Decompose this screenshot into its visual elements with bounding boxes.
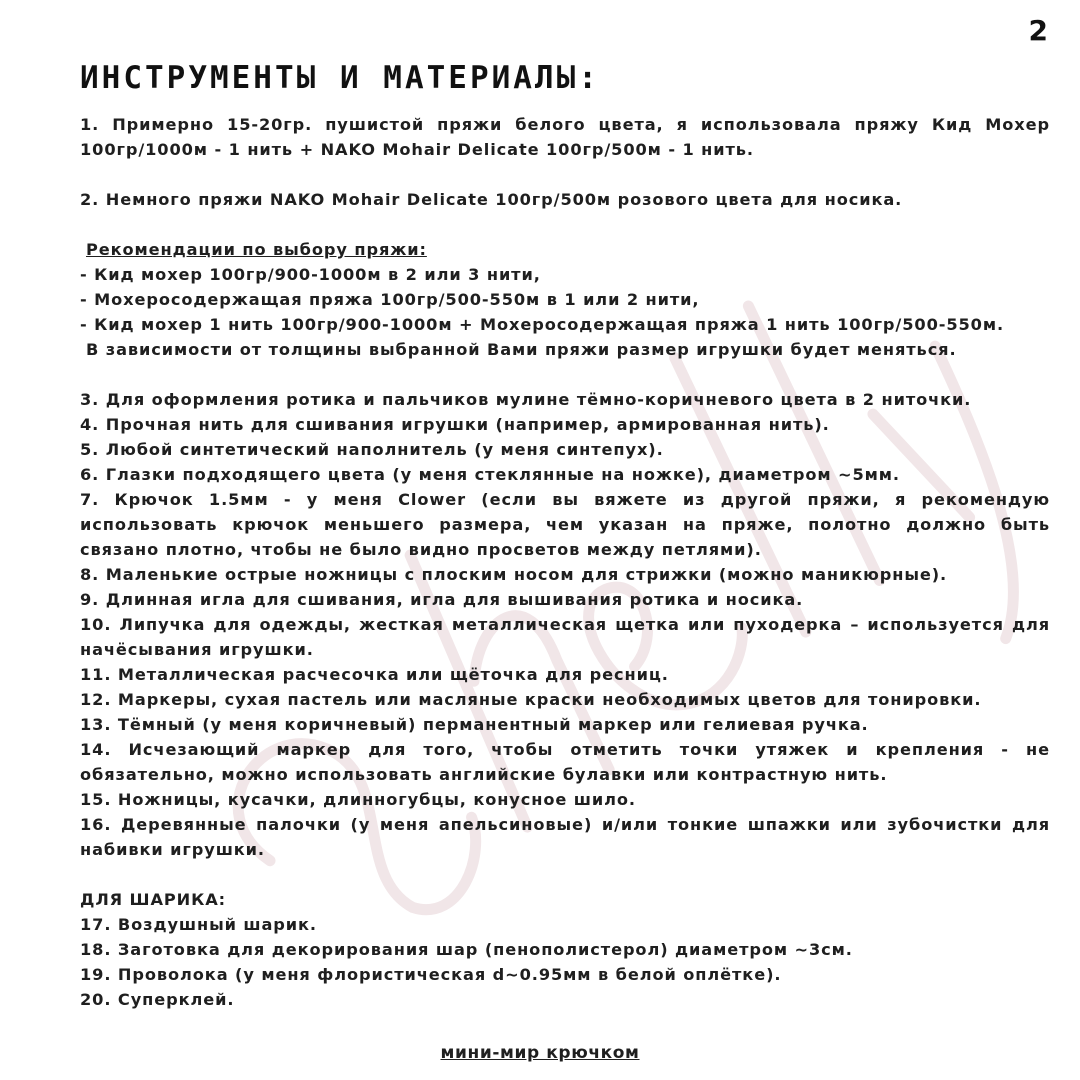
list-item-1: 1. Примерно 15-20гр. пушистой пряжи белого цвета, я использовала пряжу Кид Мохер 100гр/1000м - 1 нить + NAKO Mohair Delicate 100гр/500м - 1 нить. — [80, 115, 1050, 159]
list-item-20: 20. Суперклей. — [80, 990, 235, 1009]
balloon-section-heading: ДЛЯ ШАРИКА: — [80, 890, 227, 909]
list-item-4: 4. Прочная нить для сшивания игрушки (например, армированная нить). — [80, 415, 830, 434]
list-item-9: 9. Длинная игла для сшивания, игла для вышивания ротика и носика. — [80, 590, 804, 609]
list-item-10: 10. Липучка для одежды, жесткая металлическая щетка или пуходерка – используется для начёсывания игрушки. — [80, 615, 1050, 659]
list-item-6: 6. Глазки подходящего цвета (у меня стеклянные на ножке), диаметром ~5мм. — [80, 465, 900, 484]
list-item-12: 12. Маркеры, сухая пастель или масляные краски необходимых цветов для тонировки. — [80, 690, 982, 709]
list-item-11: 11. Металлическая расчесочка или щёточка для ресниц. — [80, 665, 669, 684]
page-title: ИНСТРУМЕНТЫ И МАТЕРИАЛЫ: — [80, 60, 600, 96]
materials-list — [80, 112, 1050, 1012]
page-number: 2 — [1028, 14, 1048, 47]
list-item-19: 19. Проволока (у меня флористическая d~0.95мм в белой оплётке). — [80, 965, 782, 984]
recommendation-item-3: - Кид мохер 1 нить 100гр/900-1000м + Мохеросодержащая пряжа 1 нить 100гр/500-550м. — [80, 315, 1005, 334]
list-item-7: 7. Крючок 1.5мм - у меня Clower (если вы вяжете из другой пряжи, я рекомендую использовать крючок меньшего размера, чем указан на пряже, полотно должно быть связано плотно, чтобы не было видно просветов между петлями). — [80, 490, 1050, 559]
recommendation-note: В зависимости от толщины выбранной Вами пряжи размер игрушки будет меняться. — [86, 340, 957, 359]
footer-brand-text: мини-мир крючком — [440, 1043, 640, 1063]
recommendation-item-1: - Кид мохер 100гр/900-1000м в 2 или 3 нити, — [80, 265, 541, 284]
yarn-recommendations-heading: Рекомендации по выбору пряжи: — [86, 240, 427, 259]
list-item-8: 8. Маленькие острые ножницы с плоским носом для стрижки (можно маникюрные). — [80, 565, 948, 584]
recommendation-item-2: - Мохеросодержащая пряжа 100гр/500-550м в 1 или 2 нити, — [80, 290, 700, 309]
list-item-17: 17. Воздушный шарик. — [80, 915, 317, 934]
list-item-16: 16. Деревянные палочки (у меня апельсиновые) и/или тонкие шпажки или зубочистки для набивки игрушки. — [80, 815, 1050, 859]
list-item-5: 5. Любой синтетический наполнитель (у меня синтепух). — [80, 440, 664, 459]
list-item-14: 14. Исчезающий маркер для того, чтобы отметить точки утяжек и крепления - не обязательно, можно использовать английские булавки или контрастную нить. — [80, 740, 1050, 784]
list-item-2: 2. Немного пряжи NAKO Mohair Delicate 100гр/500м розового цвета для носика. — [80, 190, 903, 209]
list-item-15: 15. Ножницы, кусачки, длинногубцы, конусное шило. — [80, 790, 636, 809]
list-item-18: 18. Заготовка для декорирования шар (пенополистерол) диаметром ~3см. — [80, 940, 853, 959]
list-item-3: 3. Для оформления ротика и пальчиков мулине тёмно-коричневого цвета в 2 ниточки. — [80, 390, 972, 409]
footer-brand — [0, 1043, 1080, 1063]
list-item-13: 13. Тёмный (у меня коричневый) перманентный маркер или гелиевая ручка. — [80, 715, 869, 734]
